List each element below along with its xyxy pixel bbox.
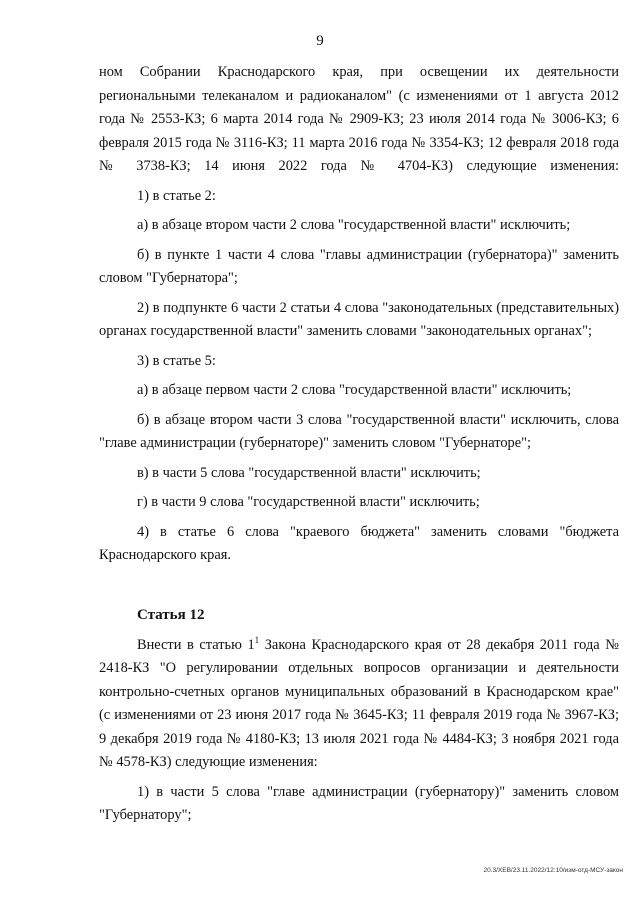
section-gap (99, 574, 619, 604)
article-heading: Статья 12 (137, 606, 205, 623)
paragraph-item: б) в пункте 1 части 4 слова "главы администрации (губернатора)" заменить словом "Губернатора"; (99, 246, 619, 286)
paragraph-item: 1) в статье 2: (137, 187, 216, 204)
paragraph-item: 1) в части 5 слова "главе администрации (губернатору)" заменить словом "Губернатору"; (99, 783, 619, 823)
page-number: 9 (316, 33, 324, 49)
paragraph-item: а) в абзаце втором части 2 слова "государственной власти" исключить; (137, 217, 571, 233)
paragraph-item: а) в абзаце первом части 2 слова "государственной власти" исключить; (137, 382, 572, 398)
paragraph-item: б) в абзаце втором части 3 слова "государственной власти" исключить, слова "главе администрации (губернаторе)" заменить словом "Губернаторе"; (99, 411, 619, 451)
article-intro-superscript: 1 (254, 634, 260, 645)
paragraph-item: в) в части 5 слова "государственной власти" исключить; (137, 464, 481, 481)
paragraph-continuation: ном Собрании Краснодарского края, при освещении их деятельности региональными телеканалом и радиоканалом" (с изменениями от 1 августа 2012 года № 2553-КЗ; 6 марта 2014 года № 2909-КЗ; 23 июля 2014 года № 3006-КЗ; 6 февраля 2015 года № 3116-КЗ; 11 марта 2016 года № 3354-КЗ; 12 февраля 2018 года № 3738-КЗ; 14 июня 2022 года № 4704-КЗ) следующие изменения: (99, 64, 619, 174)
paragraph-item: 3) в статье 5: (137, 352, 216, 369)
document-body (99, 61, 619, 834)
document-footer-code: 20.3/ХЕВ/23.11.2022/12:10/изм-отд-МСУ-закон (483, 867, 623, 874)
paragraph-item: 4) в статье 6 слова "краевого бюджета" заменить словами "бюджета Краснодарского края. (99, 523, 619, 563)
article-intro-rest: Закона Краснодарского края от 28 декабря 2011 года № 2418-КЗ "О регулировании отдельных вопросов организации и деятельности контрольно-счетных органов муниципальных образований в Краснодарском крае" (с изменениями от 23 июня 2017 года № 3645-КЗ; 11 февраля 2019 года № 3967-КЗ; 9 декабря 2019 года № 4180-КЗ; 13 июля 2021 года № 4484-КЗ; 3 ноября 2021 года № 4578-КЗ) следующие изменения: (99, 636, 619, 770)
paragraph-item: г) в части 9 слова "государственной власти" исключить; (137, 494, 480, 510)
article-intro-start: Внести в статью 1 (137, 636, 255, 653)
article-intro (99, 634, 619, 775)
paragraph-item: 2) в подпункте 6 части 2 статьи 4 слова "законодательных (представительных) органах государственной власти" заменить словами "законодательных органах"; (99, 299, 619, 339)
